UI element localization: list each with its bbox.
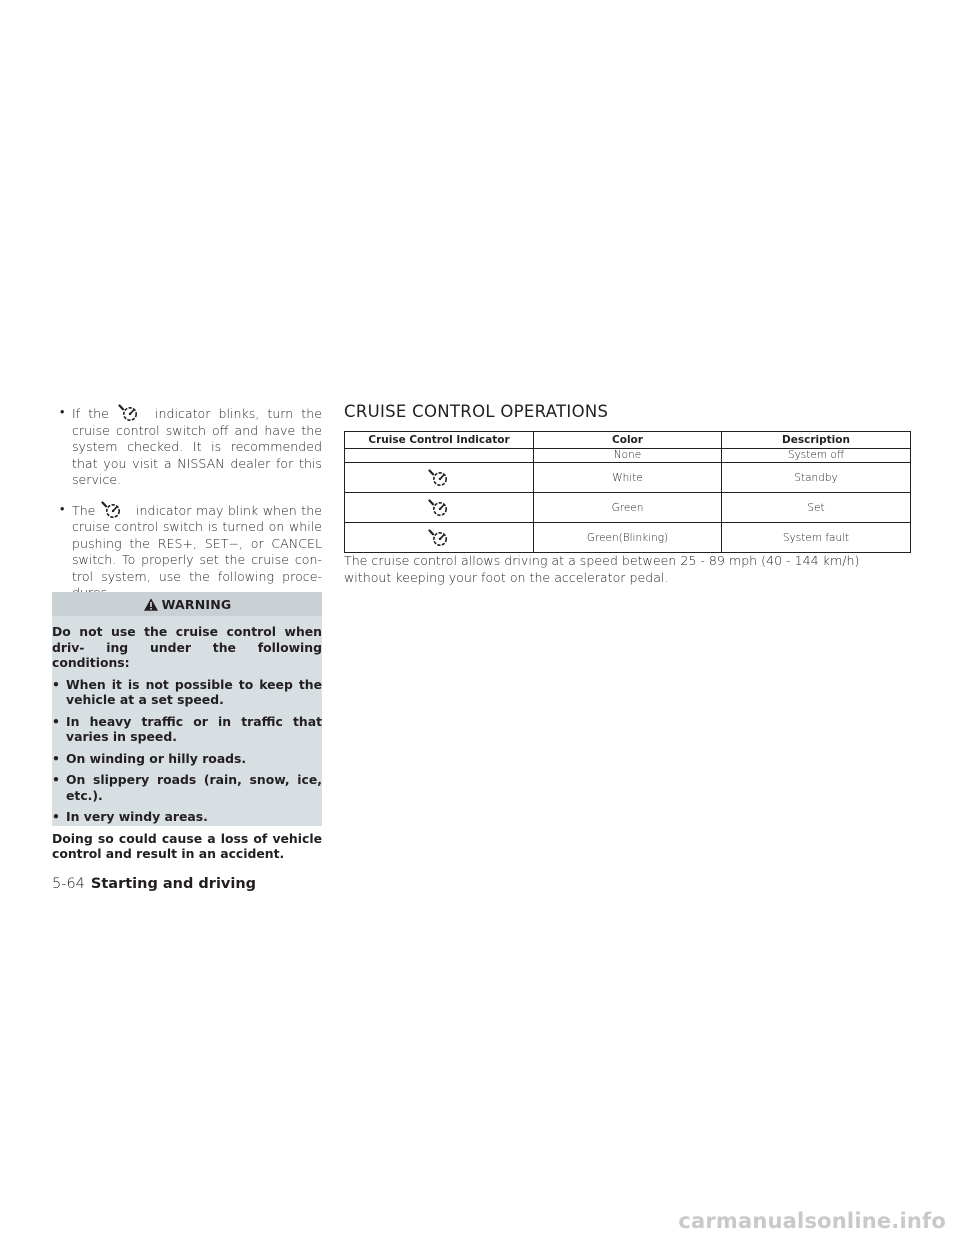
- warning-outro: Doing so could cause a loss of vehicle control and result in an accident.: [52, 830, 322, 861]
- table-cell-color: None: [534, 449, 722, 463]
- warning-bullet: •: [52, 809, 60, 824]
- table-cell-description: System off: [722, 449, 911, 463]
- bullet-text-after: indicator blinks, turn the cruise control switch off and have the system checked. It is recommended that you visit a NISSAN dealer for this service.: [72, 406, 322, 487]
- table-row: [345, 523, 911, 553]
- cruise-description-paragraph: The cruise control allows driving at a speed between 25 - 89 mph (40 - 144 km/h) without keeping your foot on the accelerator pedal.: [344, 553, 860, 585]
- warning-triangle-icon: [143, 597, 159, 612]
- cruise-control-icon: [427, 529, 451, 547]
- warning-item: • In very windy areas.: [52, 809, 208, 824]
- warning-bullet: •: [52, 713, 60, 729]
- table-header-row: [345, 432, 911, 449]
- bullet-text-before: The: [72, 502, 96, 518]
- table-cell-color: Green: [534, 493, 722, 523]
- page-footer: [52, 876, 256, 892]
- bullet-dot: •: [60, 404, 65, 419]
- table-cell-description: Set: [722, 493, 911, 523]
- table-cell-color: Green(Blinking): [534, 523, 722, 553]
- bullet-dot: •: [60, 500, 65, 516]
- bullet-text-before: If the: [72, 406, 109, 421]
- watermark: carmanualsonline.info: [678, 1209, 946, 1233]
- warning-box: [52, 592, 322, 861]
- warning-bullet: •: [52, 750, 60, 766]
- bullet-indicator-may-blink: [52, 501, 322, 602]
- chapter-title: Starting and driving: [90, 876, 257, 892]
- cruise-indicator-table: [344, 431, 911, 553]
- table-row: [345, 449, 911, 463]
- bullet-text-after: indicator may blink when the cruise control switch is turned on while pushing the RES+, SET−, or CANCEL switch. To properly set the cruise con- trol system, use the following proce-: [72, 502, 322, 584]
- table-cell-color: White: [534, 463, 722, 493]
- table-cell-description: Standby: [722, 463, 911, 493]
- warning-item: • In heavy traffic or in traffic that varies in speed.: [52, 713, 322, 744]
- table-header: Color: [534, 432, 722, 449]
- warning-title: WARNING: [161, 596, 232, 612]
- table-cell-icon: [345, 463, 534, 493]
- cruise-control-icon: [427, 499, 451, 517]
- cruise-control-icon: [100, 501, 124, 519]
- cruise-control-icon: [117, 404, 141, 422]
- warning-header: [52, 592, 322, 616]
- warning-item: • When it is not possible to keep the vehicle at a set speed.: [52, 676, 322, 707]
- table-cell-description: System fault: [722, 523, 911, 553]
- warning-intro: Do not use the cruise control when driv- ing under the following conditions:: [52, 624, 322, 670]
- table-cell-icon: [345, 523, 534, 553]
- warning-body: [52, 616, 322, 862]
- page-number: 5-64: [52, 876, 85, 892]
- table-cell-icon: [345, 493, 534, 523]
- table-header: Description: [722, 432, 911, 449]
- bullet-indicator-blinks: [52, 404, 322, 489]
- right-column: [344, 400, 910, 586]
- section-title: CRUISE CONTROL OPERATIONS: [344, 402, 609, 421]
- warning-list: [52, 677, 322, 825]
- cruise-control-icon: [427, 469, 451, 487]
- warning-item: • On winding or hilly roads.: [52, 750, 247, 766]
- table-cell-icon: [345, 449, 534, 463]
- left-column: [52, 404, 322, 614]
- warning-item: • On slippery roads (rain, snow, ice, etc.).: [52, 772, 322, 803]
- warning-bullet: •: [52, 772, 60, 787]
- table-header: Cruise Control Indicator: [345, 432, 534, 449]
- table-row: [345, 463, 911, 493]
- warning-bullet: •: [52, 676, 60, 692]
- table-row: [345, 493, 911, 523]
